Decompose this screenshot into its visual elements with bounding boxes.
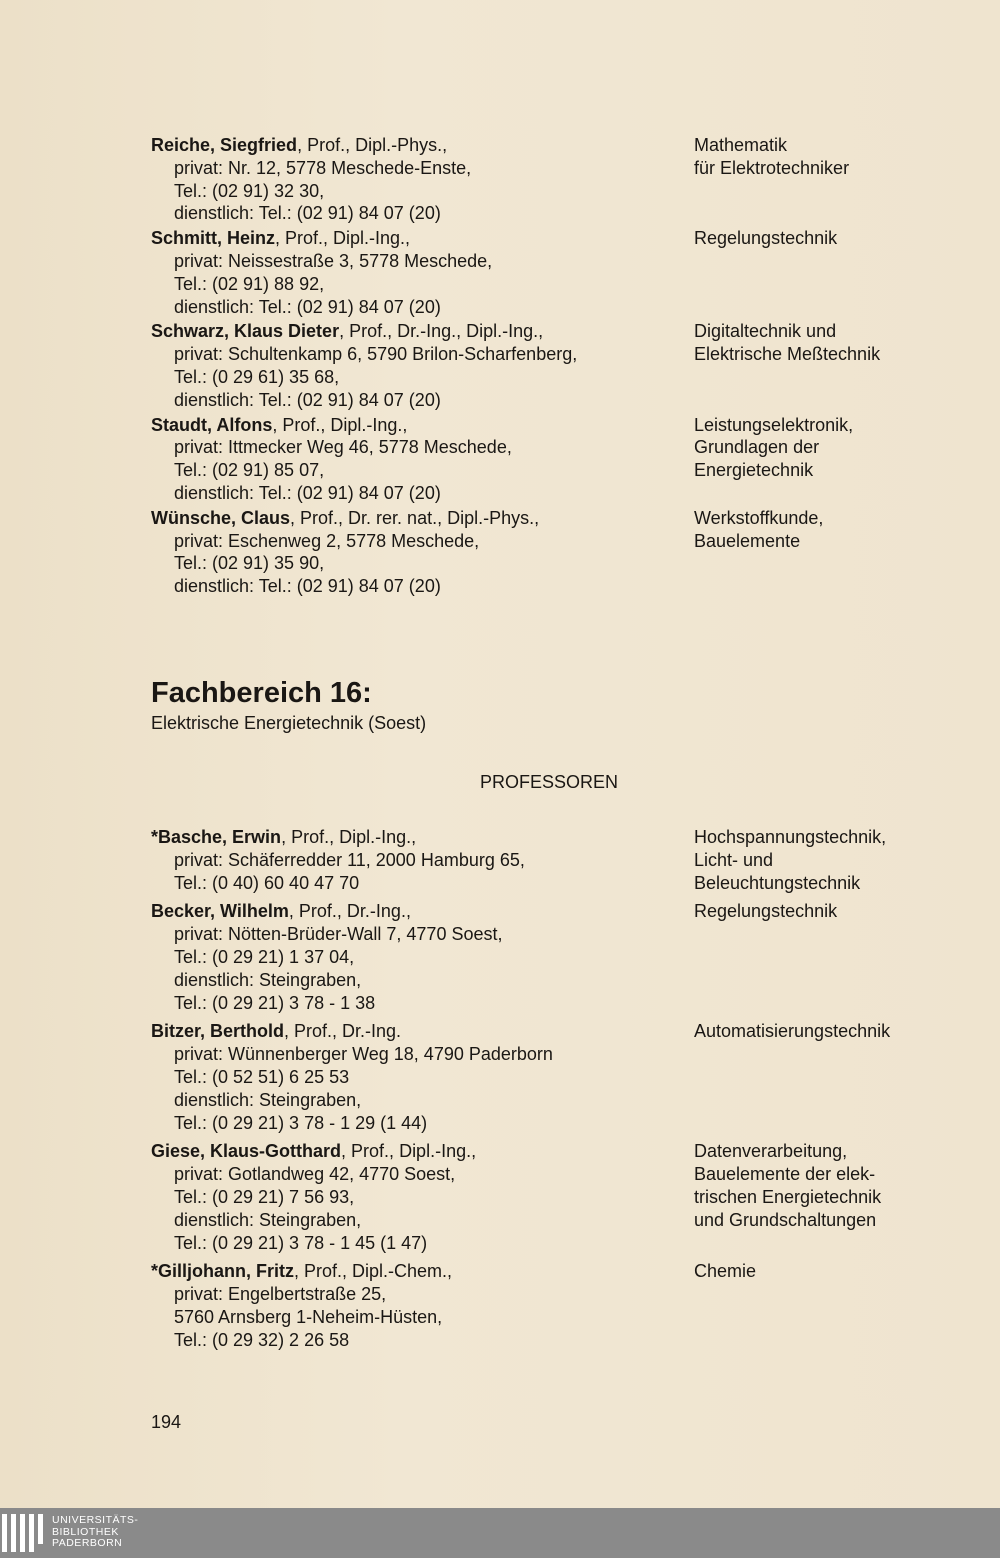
contact-line: dienstlich: Steingraben,: [174, 969, 362, 990]
subject-line: Energietechnik: [694, 460, 814, 481]
staff-entry: [151, 134, 971, 225]
contact-line: privat: Ittmecker Weg 46, 5778 Meschede,: [174, 437, 512, 458]
contact-line: Tel.: (0 40) 60 40 47 70: [174, 872, 360, 893]
logo-line-1: UNIVERSITÄTS-: [52, 1514, 139, 1526]
section-label-professors: PROFESSOREN: [479, 772, 619, 792]
department-subheading: Elektrische Energietechnik (Soest): [151, 713, 427, 733]
contact-line: Tel.: (0 29 61) 35 68,: [174, 366, 340, 387]
staff-entry: [151, 227, 971, 318]
person-name: Schmitt, Heinz: [151, 228, 276, 249]
contact-line: Tel.: (0 52 51) 6 25 53: [174, 1066, 350, 1087]
person-title: , Prof., Dipl.-Phys.,: [297, 135, 448, 155]
person-name: Staudt, Alfons: [151, 414, 273, 435]
contact-line: Tel.: (02 91) 85 07,: [174, 460, 325, 481]
entry-header-line: [151, 227, 971, 250]
entry-header-line: [151, 900, 971, 923]
contact-line: privat: Schultenkamp 6, 5790 Brilon-Scharfenberg,: [174, 344, 578, 365]
contact-line: Tel.: (0 29 21) 7 56 93,: [174, 1186, 355, 1207]
logo-line-3: PADERBORN: [52, 1537, 123, 1549]
contact-line: privat: Wünnenberger Weg 18, 4790 Paderborn: [174, 1044, 553, 1065]
staff-entry: [151, 900, 971, 1014]
person-title: , Prof., Dipl.-Ing.,: [341, 1141, 477, 1162]
subject-line: Bauelemente der elek-: [694, 1164, 876, 1185]
person-name: Bitzer, Berthold: [151, 1021, 285, 1042]
staff-entry: [151, 320, 971, 411]
person-title: , Prof., Dipl.-Chem.,: [294, 1261, 453, 1282]
person-name: Giese, Klaus-Gotthard: [151, 1141, 342, 1162]
subject-line: Digitaltechnik und: [694, 321, 837, 342]
staff-entry: [151, 1020, 971, 1134]
entry-header-line: [151, 507, 971, 530]
person-title: , Prof., Dr. rer. nat., Dipl.-Phys.,: [290, 507, 540, 528]
contact-line: Tel.: (02 91) 88 92,: [174, 273, 325, 294]
subject-area: [694, 507, 823, 553]
contact-line: dienstlich: Tel.: (02 91) 84 07 (20): [174, 576, 441, 597]
contact-line: Tel.: (0 29 21) 1 37 04,: [174, 946, 355, 967]
subject-line: Elektrische Meßtechnik: [694, 344, 881, 365]
subject-line: Datenverarbeitung,: [694, 1141, 848, 1162]
subject-area: [694, 320, 880, 366]
subject-line: Leistungselektronik,: [694, 414, 854, 435]
subject-line: Mathematik: [694, 135, 788, 155]
library-footer-bar: [0, 1508, 1000, 1558]
person-name: Becker, Wilhelm: [151, 901, 289, 922]
subject-area: [694, 1140, 881, 1231]
subject-line: Regelungstechnik: [694, 228, 838, 249]
subject-line: Licht- und: [694, 849, 774, 870]
contact-line: dienstlich: Tel.: (02 91) 84 07 (20): [174, 203, 441, 224]
person-name: Reiche, Siegfried: [151, 135, 298, 155]
library-logo-text: [52, 1515, 138, 1550]
staff-entry: [151, 1260, 971, 1351]
contact-line: Tel.: (0 29 21) 3 78 - 1 38: [174, 992, 376, 1013]
contact-line: Tel.: (02 91) 35 90,: [174, 553, 325, 574]
contact-line: privat: Nr. 12, 5778 Meschede-Enste,: [174, 157, 472, 178]
staff-entry: [151, 507, 971, 598]
subject-area: [694, 1020, 890, 1043]
person-name: *Gilljohann, Fritz: [151, 1261, 294, 1282]
person-name: Wünsche, Claus: [151, 507, 291, 528]
subject-area: [694, 414, 853, 482]
contact-line: privat: Eschenweg 2, 5778 Meschede,: [174, 530, 480, 551]
person-title: , Prof., Dipl.-Ing.,: [272, 414, 408, 435]
person-title: , Prof., Dipl.-Ing.,: [281, 827, 417, 847]
subject-line: Werkstoffkunde,: [694, 507, 824, 528]
person-title: , Prof., Dr.-Ing.: [284, 1021, 402, 1042]
contact-line: privat: Neissestraße 3, 5778 Meschede,: [174, 250, 493, 271]
entry-header-line: [151, 1260, 971, 1283]
contact-line: dienstlich: Tel.: (02 91) 84 07 (20): [174, 389, 441, 410]
subject-line: Automatisierungstechnik: [694, 1021, 891, 1042]
contact-line: Tel.: (0 29 32) 2 26 58: [174, 1329, 350, 1350]
contact-line: Tel.: (0 29 21) 3 78 - 1 29 (1 44): [174, 1112, 428, 1133]
department-heading: Fachbereich 16:: [151, 677, 372, 709]
subject-line: für Elektrotechniker: [694, 157, 850, 178]
contact-line: dienstlich: Steingraben,: [174, 1089, 362, 1110]
contact-line: dienstlich: Steingraben,: [174, 1209, 362, 1230]
page-number: 194: [151, 1412, 182, 1432]
subject-area: [694, 900, 837, 923]
subject-line: Grundlagen der: [694, 437, 820, 458]
subject-line: Beleuchtungstechnik: [694, 872, 861, 893]
contact-line: privat: Engelbertstraße 25,: [174, 1284, 387, 1305]
subject-line: Hochspannungstechnik,: [694, 827, 887, 847]
subject-area: [694, 826, 886, 894]
contact-line: privat: Schäferredder 11, 2000 Hamburg 65,: [174, 849, 525, 870]
person-title: , Prof., Dipl.-Ing.,: [275, 228, 411, 249]
contact-line: dienstlich: Tel.: (02 91) 84 07 (20): [174, 482, 441, 503]
contact-line: 5760 Arnsberg 1-Neheim-Hüsten,: [174, 1306, 443, 1327]
person-title: , Prof., Dr.-Ing.,: [288, 901, 411, 922]
staff-entry: [151, 826, 971, 894]
subject-area: [694, 1260, 756, 1283]
subject-line: Chemie: [694, 1261, 757, 1282]
contact-line: dienstlich: Tel.: (02 91) 84 07 (20): [174, 296, 441, 317]
staff-entry: [151, 414, 971, 505]
staff-list-fb16: [151, 826, 971, 1358]
staff-entry: [151, 1140, 971, 1254]
person-name: *Basche, Erwin: [151, 827, 282, 847]
subject-line: und Grundschaltungen: [694, 1209, 877, 1230]
contact-line: privat: Nötten-Brüder-Wall 7, 4770 Soest,: [174, 924, 503, 945]
subject-area: [694, 227, 837, 250]
subject-line: Bauelemente: [694, 530, 801, 551]
person-name: Schwarz, Klaus Dieter: [151, 321, 340, 342]
staff-list-fb15: [151, 134, 971, 600]
contact-line: Tel.: (0 29 21) 3 78 - 1 45 (1 47): [174, 1232, 428, 1253]
subject-line: Regelungstechnik: [694, 901, 838, 922]
subject-line: trischen Energietechnik: [694, 1186, 882, 1207]
contact-line: Tel.: (02 91) 32 30,: [174, 180, 325, 201]
logo-line-2: BIBLIOTHEK: [52, 1525, 119, 1538]
contact-line: privat: Gotlandweg 42, 4770 Soest,: [174, 1164, 456, 1185]
subject-area: [694, 134, 849, 180]
person-title: , Prof., Dr.-Ing., Dipl.-Ing.,: [339, 321, 544, 342]
